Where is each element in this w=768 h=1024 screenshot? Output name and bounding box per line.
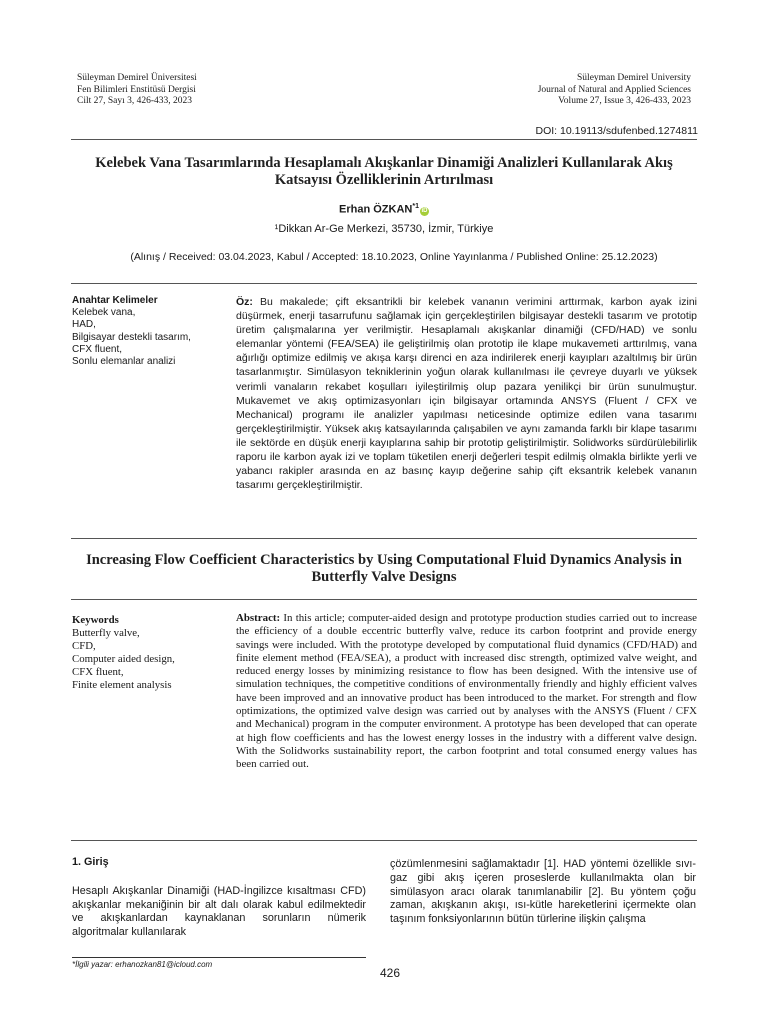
- corresponding-author-footnote: *İlgili yazar: erhanozkan81@icloud.com: [72, 960, 213, 969]
- intro-column-right: [390, 858, 696, 927]
- header-divider: [71, 139, 697, 140]
- received-accepted-dates: (Alınış / Received: 03.04.2023, Kabul / Accepted: 18.10.2023, Online Yayınlanma / Published Online: 25.12.2023): [130, 251, 658, 263]
- header-left-line-1: Süleyman Demirel Üniversitesi: [77, 73, 197, 83]
- keyword-en-item: CFX fluent,: [72, 666, 124, 679]
- abstract-en-text: In this article; computer-aided design and prototype production studies carried out to increase the efficiency of a double eccentric butterfly valve, reduce its carbon footprint and provide energy savings were included. With the prototype developed by computational fluid dynamics (CFD/HAD) and finite element method (FEA/SEA), a product with increased disc strength, optimized valve weight, and reduced energy losses by minimizing resistance to flow has been designed. With the intensive use of simulation techniques, the competitive conditions of environmentally friendly and highly efficient valves have been improved and an innovative product has been introduced to the market. For strength and flow optimizations, the optimized valve design was carried out by analyses with the ANSYS (Fluent / CFX and Mechanical) program in the computer environment. A prototype has been developed that can operate at high flow coefficients and has the lowest energy losses in the industry with a different valve design. With the Solidworks sustainability report, the carbon footprint and total consumed energy values has been carried out.: [236, 612, 697, 771]
- page-number: 426: [379, 966, 401, 980]
- author-line: [0, 203, 768, 216]
- section-divider-2: [71, 538, 697, 539]
- author-name: Erhan ÖZKAN: [339, 203, 413, 216]
- keyword-tr-item: Bilgisayar destekli tasarım,: [72, 331, 191, 343]
- keyword-tr-item: Kelebek vana,: [72, 307, 136, 319]
- header-left-line-3: Cilt 27, Sayı 3, 426-433, 2023: [77, 96, 193, 106]
- keywords-en: [72, 614, 232, 693]
- abstract-en-label: Abstract:: [236, 612, 281, 624]
- author-affiliation: ¹Dikkan Ar-Ge Merkezi, 35730, İzmir, Türkiye: [274, 223, 494, 235]
- journal-header-right: [538, 73, 691, 108]
- abstract-tr-label: Öz:: [236, 296, 253, 308]
- section-divider-3: [71, 599, 697, 600]
- intro-left-text: Hesaplı Akışkanlar Dinamiği (HAD-İngilizce kısaltması CFD) akışkanlar mekaniğinin bir alt dalı olarak kabul edilmektedir ve akışkanlardan kaynaklanan sorunların nümerik algoritmalar kullanılarak: [72, 884, 366, 939]
- keyword-en-item: Computer aided design,: [72, 653, 175, 666]
- header-right-line-1: Süleyman Demirel University: [577, 73, 691, 83]
- section-divider-1: [71, 283, 697, 284]
- keyword-tr-item: Sonlu elemanlar analizi: [72, 356, 176, 368]
- orcid-icon[interactable]: iD: [421, 207, 428, 214]
- abstract-en: [236, 612, 697, 772]
- keyword-en-item: Butterfly valve,: [72, 627, 140, 640]
- keyword-tr-item: HAD,: [72, 319, 96, 331]
- keywords-tr: [72, 295, 232, 368]
- abstract-tr-text: Bu makalede; çift eksantrikli bir kelebek vananın verimini arttırmak, karbon ayak izini düşürmek, enerji tasarrufunu sağlamak için gerçekleştirilen bilgisayar destekli tasarım ve prototip üretim çalışmalarına yer verilmiştir. Hesaplamalı akışkanlar dinamiği (CFD/HAD) ve sonlu elemanlar yöntemi (FEA/SEA) ile geliştirilmiş olan prototip ile klape mukavemeti arttırılmış, vana ağırlığı optimize edilmiş ve akışa karşı direnci en aza indirilerek enerji kayıpları azaltılmış bir ürün tasarlanmıştır. Simülasyon tekniklerinin yoğun olarak kullanılması ile çevreye duyarlı ve yüksek verimli vanaların rekabet koşulları iyileştirilmiş olup pazara yenilikçi bir ürün sunulmuştur. Mukavemet ve akış optimizasyonları için bilgisayar ortamında ANSYS (Fluent / CFX ve Mechanical) programı ile analizler yapılması neticesinde optimize edilen vana tasarımı gerçekleştirilmiştir. Yüksek akış katsayılarında çalışabilen ve aynı zamanda farklı bir klape tasarımı ile sektörde en düşük enerji kayıplarına sahip bir prototip geliştirilmiştir. Solidworks sürdürülebilirlik raporu ile karbon ayak izi ve toplam tüketilen enerji değerleri tespit edilmiş olmakla birlikte yerli ve yabancı rakipler arasında en az basınç kayıp değerine sahip çift eksantrik kelebek vananın tasarımı gerçekleştirilmiştir.: [236, 296, 697, 492]
- header-left-line-2: Fen Bilimleri Enstitüsü Dergisi: [77, 84, 196, 95]
- keywords-en-title: Keywords: [72, 614, 119, 626]
- paper-title-tr: Kelebek Vana Tasarımlarında Hesaplamalı Akışkanlar Dinamiği Analizleri Kullanılarak Akış Katsayısı Özelliklerinin Artırılması: [95, 155, 673, 188]
- intro-right-text: çözümlenmesini sağlamaktadır [1]. HAD yöntemi özellikle sıvı-gaz gibi akış içeren proseslerde kullanılmakta olan bir simülasyon aracı olarak tanımlanabilir [2]. Bu yöntem çoğu zaman, akışkanın akışı, ısı-kütle hareketlerini içermekte olan taşınım fonksiyonlarının bütün türlerine ilişkin çalışma: [390, 858, 696, 926]
- footnote-divider: [72, 957, 366, 958]
- keywords-tr-title: Anahtar Kelimeler: [72, 295, 158, 306]
- intro-column-left: [72, 856, 366, 940]
- header-right-line-2: Journal of Natural and Applied Sciences: [537, 84, 691, 95]
- abstract-tr: [236, 295, 697, 492]
- keyword-tr-item: CFX fluent,: [72, 343, 123, 355]
- journal-header-left: [77, 73, 197, 108]
- paper-title-en: Increasing Flow Coefficient Characteristics by Using Computational Fluid Dynamics Analysis in Butterfly Valve Designs: [86, 552, 682, 585]
- keyword-en-item: Finite element analysis: [72, 679, 172, 692]
- author-superscript: *1: [412, 203, 419, 210]
- doi-link[interactable]: DOI: 10.19113/sdufenbed.1274811: [535, 125, 698, 137]
- section-divider-4: [71, 840, 697, 841]
- intro-heading: 1. Giriş: [72, 856, 109, 868]
- header-right-line-3: Volume 27, Issue 3, 426-433, 2023: [558, 96, 691, 106]
- keyword-en-item: CFD,: [72, 640, 96, 653]
